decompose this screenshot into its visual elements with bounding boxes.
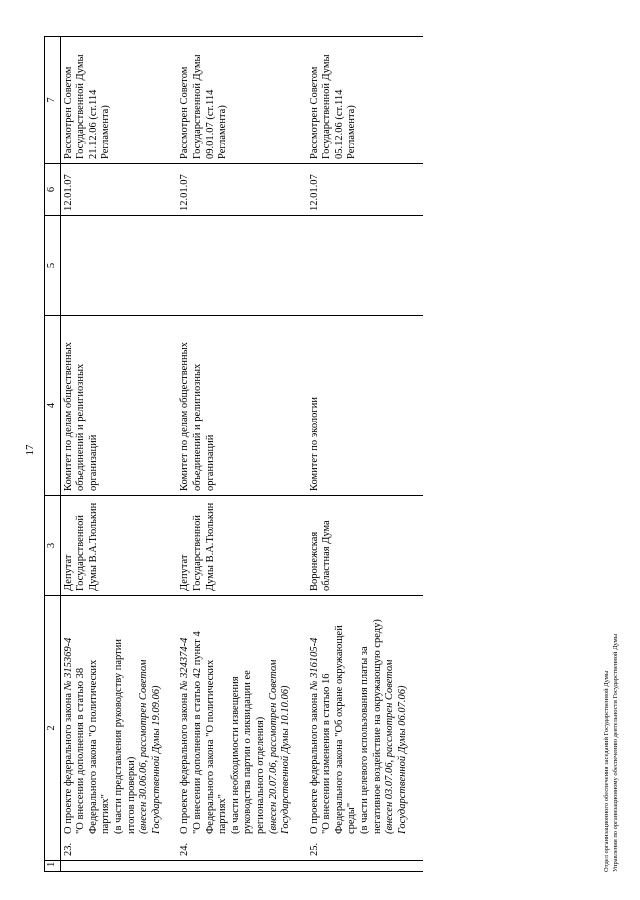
- bill-decision: Рассмотрен Советом Государственной Думы 05.12.06 (ст.114 Регламента): [307, 37, 424, 164]
- page-footer: [603, 634, 620, 872]
- bill-number: № 315369-4: [62, 637, 74, 691]
- bill-decision: Рассмотрен Советом Государственной Думы 09.01.07 (ст.114 Регламента): [177, 37, 306, 164]
- table-header-row: [45, 37, 61, 872]
- bill-committee: Комитет по экологии: [307, 316, 424, 496]
- bill-initiator: Депутат Государственной Думы В.А.Тюлькин: [60, 496, 177, 596]
- bill-note: (внесен 03.07.06, рассмотрен Советом Государственной Думы 06.07.06): [384, 659, 408, 834]
- column-header: 1: [45, 861, 61, 872]
- cell-index: [307, 861, 424, 872]
- bill-number: № 316105-4: [308, 637, 320, 691]
- column-header: 5: [45, 216, 61, 316]
- column-header: 4: [45, 316, 61, 496]
- bill-decision: Рассмотрен Советом Государственной Думы 21.12.06 (ст.114 Регламента): [60, 37, 177, 164]
- cell-empty: [307, 216, 424, 316]
- bill-committee: Комитет по делам общественных объединений и религиозных организаций: [60, 316, 177, 496]
- bill-description: 25.О проекте федерального закона № 316105-4 "О внесении изменения в статью 16 Федерального закона "Об охране окружающей среды" (в части целевого использования платы за негативное воздействие на окружающую среду) (внесен 03.07.06, рассмотрен Советом Государственной Думы 06.07.06): [307, 596, 424, 861]
- footer-line: Управления по организационному обеспечению деятельности Государственной Думы: [611, 633, 619, 872]
- column-header: 6: [45, 164, 61, 216]
- bills-table: [44, 36, 423, 872]
- bill-committee: Комитет по делам общественных объединений и религиозных организаций: [177, 316, 306, 496]
- bill-date: 12.01.07: [307, 164, 424, 216]
- cell-index: [177, 861, 306, 872]
- table-row: [307, 37, 424, 872]
- bill-date: 12.01.07: [177, 164, 306, 216]
- column-header: 3: [45, 496, 61, 596]
- column-header: 7: [45, 37, 61, 164]
- table-row: [177, 37, 306, 872]
- bill-note: (внесен 30.06.06, рассмотрен Советом Государственной Думы 19.09.06): [138, 659, 162, 834]
- bill-number: № 324374-4: [179, 637, 191, 691]
- table-row: [60, 37, 177, 872]
- cell-index: [60, 861, 177, 872]
- footer-line: Отдел организационного обеспечения заседаний Государственной Думы: [603, 670, 610, 872]
- bill-date: 12.01.07: [60, 164, 177, 216]
- cell-empty: [177, 216, 306, 316]
- bill-initiator: Депутат Государственной Думы В.А.Тюлькин: [177, 496, 306, 596]
- column-header: 2: [45, 596, 61, 861]
- bill-description: 23.О проекте федерального закона № 315369-4 "О внесении дополнения в статью 38 Федерального закона "О политических партиях" (в части представления руководству партии итогов проверки) (внесен 30.06.06, рассмотрен Советом Государственной Думы 19.09.06): [60, 596, 177, 861]
- bill-note: (внесен 20.07.06, рассмотрен Советом Государственной Думы 10.10.06): [267, 659, 292, 834]
- bill-description: 24.О проекте федерального закона № 324374-4 "О внесении дополнения в статью 42 пункт 4 Федерального закона "О политических партиях" (в части необходимости извещения руководства партии о ликвидации ее регионального отделения) (внесен 20.07.06, рассмотрен Советом Государственной Думы 10.10.06): [177, 596, 306, 861]
- page-number: 17: [24, 444, 36, 456]
- bill-initiator: Воронежская областная Дума: [307, 496, 424, 596]
- cell-empty: [60, 216, 177, 316]
